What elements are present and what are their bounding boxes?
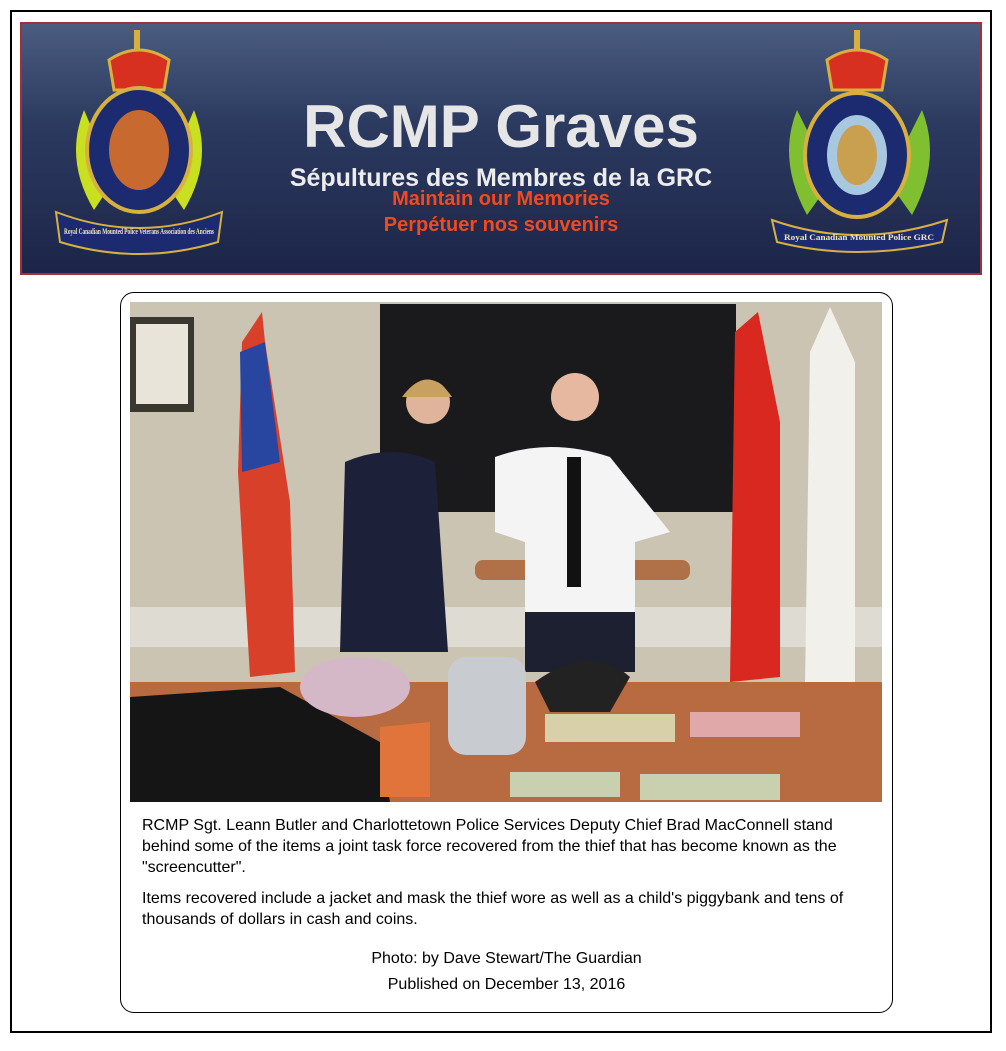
rcmp-crest-logo <box>762 30 962 250</box>
site-title: RCMP Graves <box>303 93 699 160</box>
photo-credit: Photo: by Dave Stewart/The Guardian <box>371 950 642 967</box>
tagline-english: Maintain our Memories <box>392 188 610 210</box>
officers-with-recovered-items-image <box>130 302 882 802</box>
right-logo-ribbon-text: Royal Canadian Mounted Police GRC <box>784 233 935 242</box>
caption-paragraph-1: RCMP Sgt. Leann Butler and Charlottetown Police Services Deputy Chief Brad MacConnell stand behind some of the items a joint task force recovered from the thief that has become known as the "screencutter". <box>142 817 837 876</box>
tagline-french: Perpétuer nos souvenirs <box>383 214 619 236</box>
site-subtitle: Sépultures des Membres de la GRC <box>289 164 713 192</box>
published-date: Published on December 13, 2016 <box>387 976 626 993</box>
news-photo <box>130 302 882 802</box>
caption-paragraph-2: Items recovered include a jacket and mask the thief wore as well as a child's piggybank and tens of thousands of dollars in cash and coins. <box>142 890 844 928</box>
site-banner <box>20 22 982 275</box>
left-logo-ribbon-text: Royal Canadian Mounted Police Veterans Association des Anciens <box>64 227 214 236</box>
